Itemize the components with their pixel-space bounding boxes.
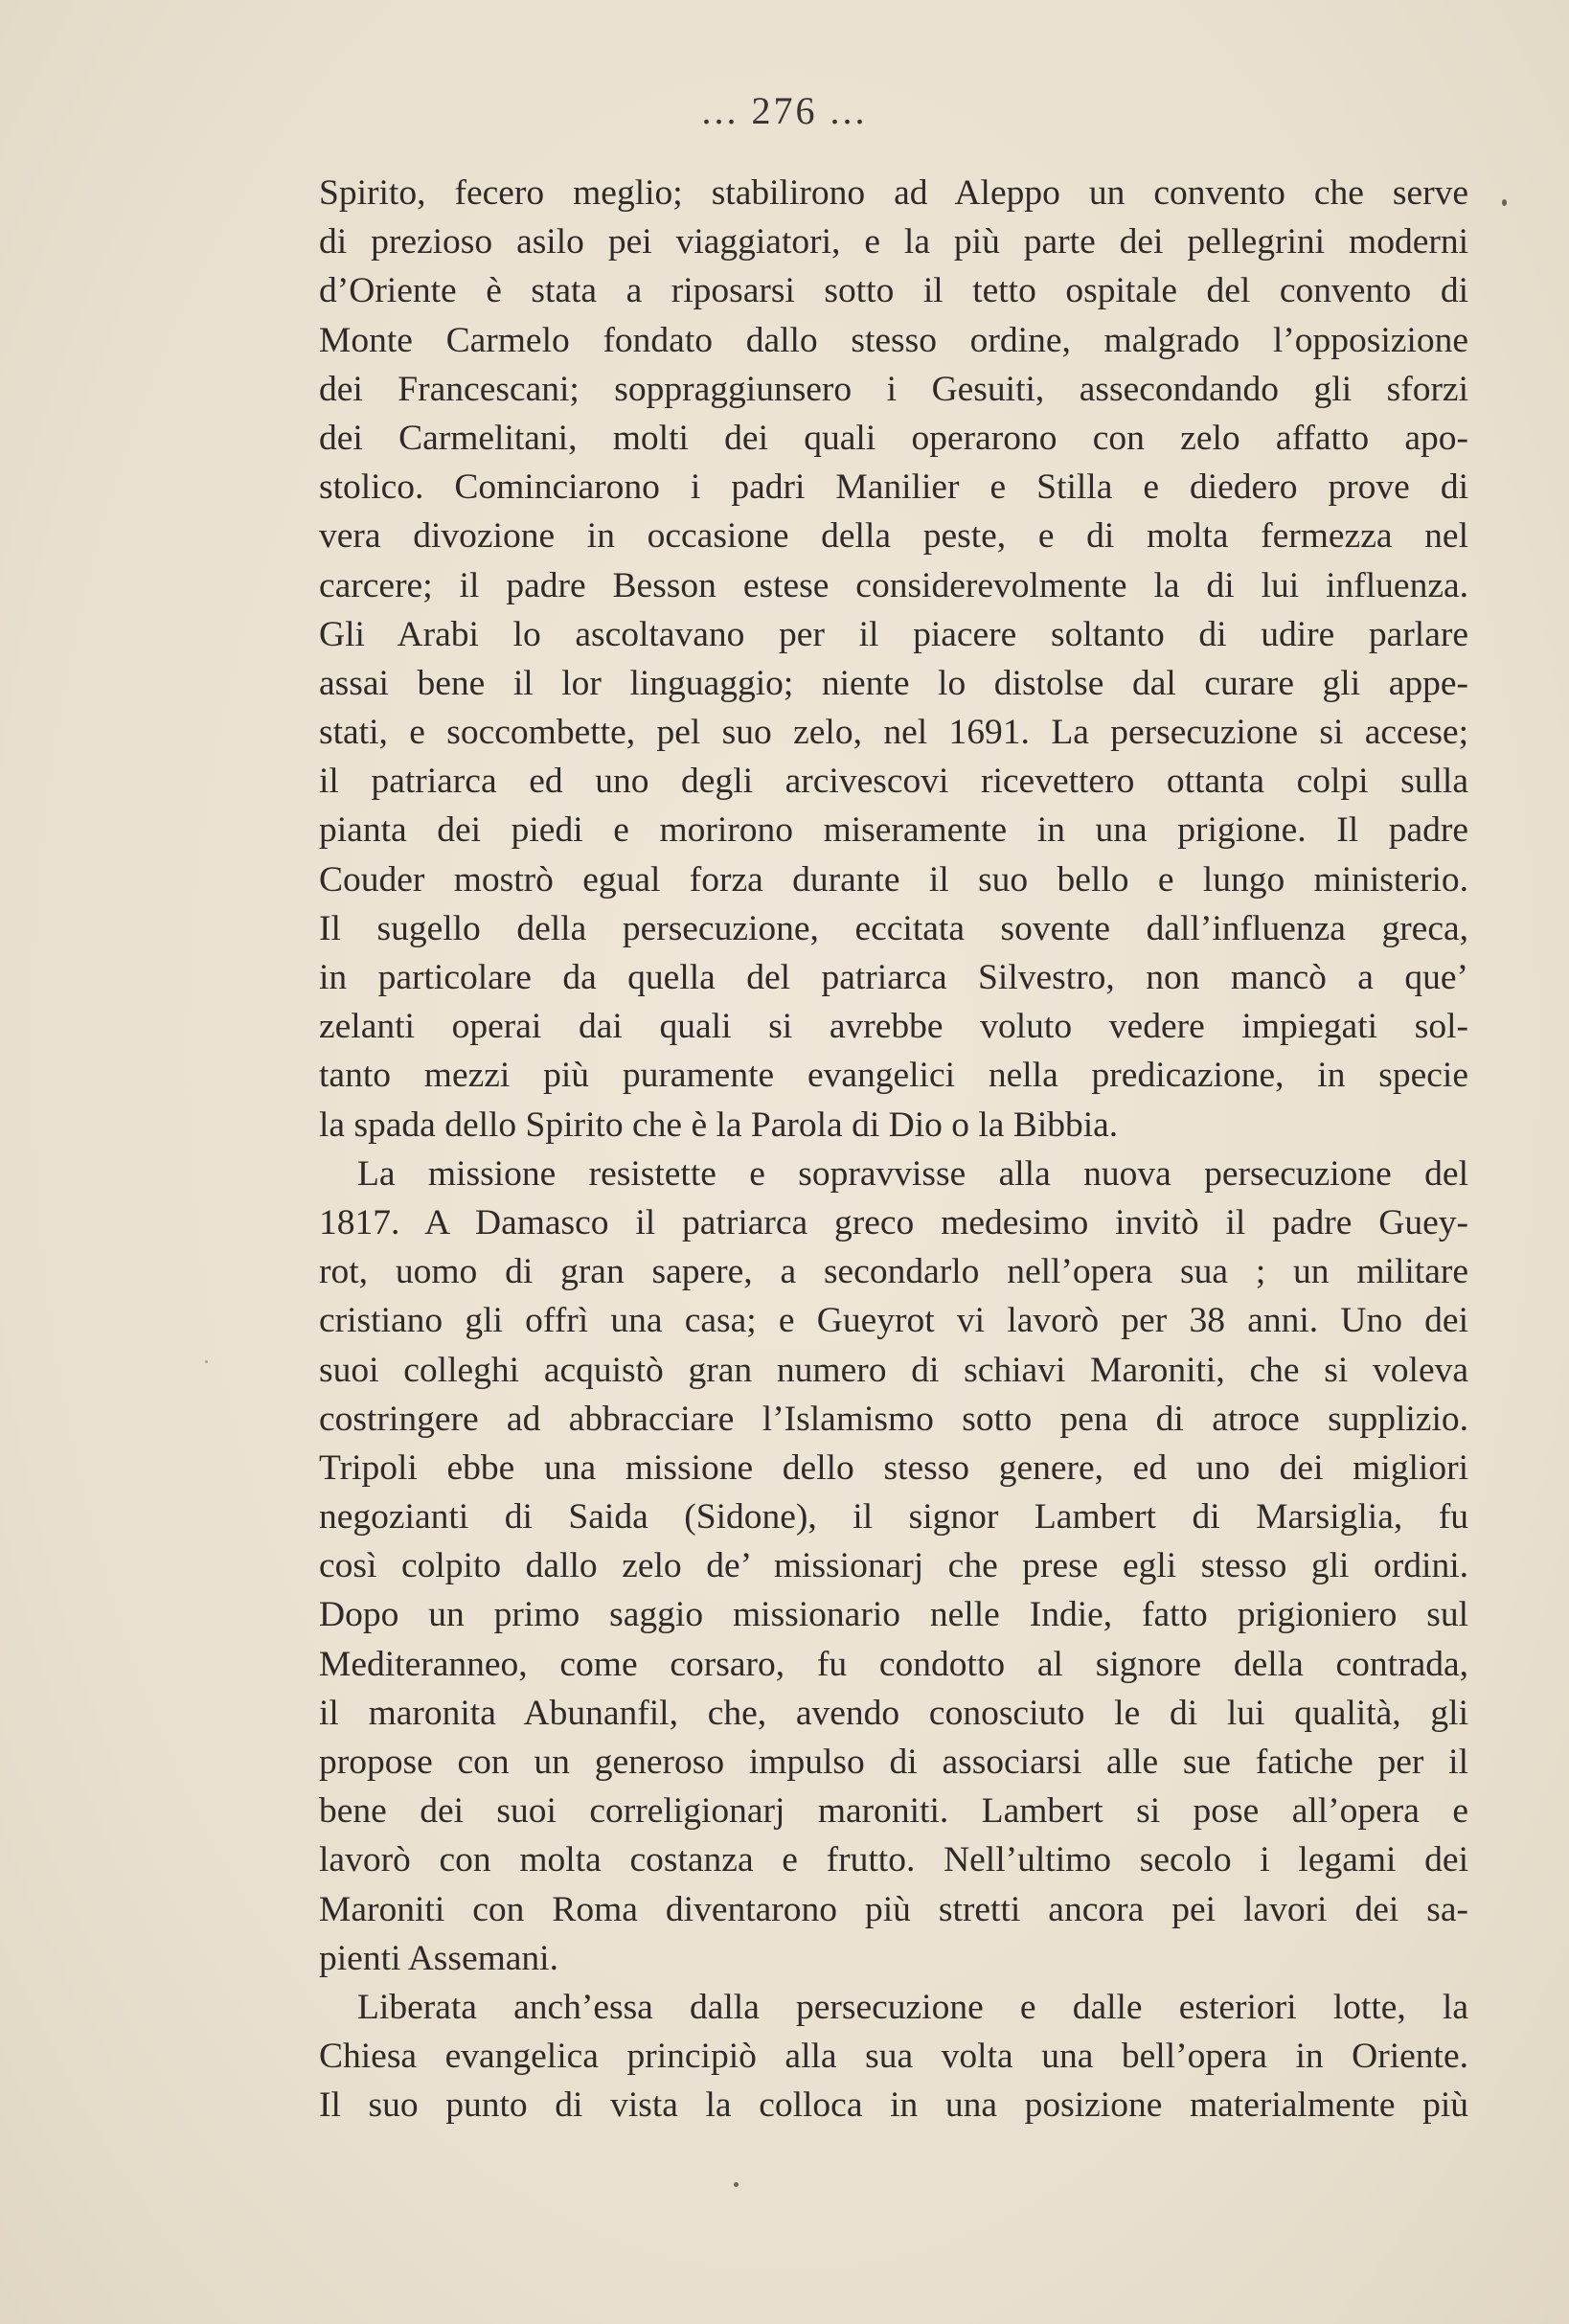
text-line: Spirito, fecero meglio; stabilirono ad Aleppo un convento che serve — [319, 173, 1468, 213]
text-line: La missione resistette e sopravvisse alla nuova persecuzione del — [357, 1153, 1468, 1194]
text-line: Monte Carmelo fondato dallo stesso ordine, malgrado l’opposizione — [319, 320, 1468, 360]
text-line: il patriarca ed uno degli arcivescovi ricevettero ottanta colpi sulla — [319, 762, 1468, 802]
text-line: la spada dello Spirito che è la Parola di Dio o la Bibbia. — [319, 1105, 1119, 1145]
text-line: Couder mostrò egual forza durante il suo bello e lungo ministerio. — [319, 859, 1468, 900]
text-line: Il sugello della persecuzione, eccitata sovente dall’influenza greca, — [319, 908, 1468, 948]
text-line: rot, uomo di gran sapere, a secondarlo nell’opera sua ; un militare — [319, 1252, 1468, 1292]
text-line: Tripoli ebbe una missione dello stesso genere, ed uno dei migliori — [319, 1447, 1468, 1488]
text-line: il maronita Abunanfil, che, avendo conosciuto le di lui qualità, gli — [319, 1693, 1468, 1733]
text-line: 1817. A Damasco il patriarca greco medesimo invitò il padre Guey- — [319, 1202, 1468, 1242]
text-line: propose con un generoso impulso di associarsi alle sue fatiche per il — [319, 1743, 1468, 1782]
text-line: stati, e soccombette, pel suo zelo, nel 1691. La persecuzione si accese; — [319, 713, 1468, 753]
text-line: carcere; il padre Besson estese considerevolmente la di lui influenza. — [319, 565, 1468, 605]
text-line: Gli Arabi lo ascoltavano per il piacere soltanto di udire parlare — [319, 614, 1468, 654]
text-line: così colpito dallo zelo de’ missionarj che prese egli stesso gli ordini. — [319, 1546, 1468, 1586]
text-line: Dopo un primo saggio missionario nelle Indie, fatto prigioniero sul — [319, 1595, 1468, 1635]
text-line: Liberata anch’essa dalla persecuzione e dalle esteriori lotte, la — [357, 1987, 1468, 2027]
text-line: Il suo punto di vista la colloca in una posizione materialmente più — [319, 2085, 1468, 2126]
text-line: costringere ad abbracciare l’Islamismo sotto pena di atroce supplizio. — [319, 1399, 1468, 1439]
text-line: dei Carmelitani, molti dei quali operarono con zelo affatto apo- — [319, 418, 1468, 458]
text-line: pienti Assemani. — [319, 1938, 558, 1978]
text-line: assai bene il lor linguaggio; niente lo distolse dal curare gli appe- — [319, 663, 1468, 703]
paper-speck — [205, 1360, 208, 1363]
body-text — [319, 169, 1468, 2130]
text-line: suoi colleghi acquistò gran numero di schiavi Maroniti, che si voleva — [319, 1350, 1468, 1390]
text-line: tanto mezzi più puramente evangelici nella predicazione, in specie — [319, 1056, 1468, 1096]
text-line: cristiano gli offrì una casa; e Gueyrot vi lavorò per 38 anni. Uno dei — [319, 1301, 1468, 1341]
text-line: bene dei suoi correligionarj maroniti. Lambert si pose all’opera e — [319, 1791, 1468, 1832]
text-line: stolico. Cominciarono i padri Manilier e Stilla e diedero prove di — [319, 467, 1468, 508]
text-line: in particolare da quella del patriarca Silvestro, non mancò a que’ — [319, 958, 1468, 997]
text-line: zelanti operai dai quali si avrebbe voluto vedere impiegati sol- — [319, 1007, 1468, 1047]
page-number: ... 276 ... — [701, 89, 868, 132]
text-line: di prezioso asilo pei viaggiatori, e la più parte dei pellegrini moderni — [319, 222, 1468, 262]
text-line: dei Francescani; soppraggiunsero i Gesuiti, assecondando gli sforzi — [319, 369, 1468, 409]
text-line: pianta dei piedi e morirono miseramente in una prigione. Il padre — [319, 810, 1468, 851]
paper-speck — [1502, 199, 1507, 206]
paragraph-1 — [319, 169, 1468, 1150]
paragraph-3 — [319, 1983, 1468, 2130]
text-line: negozianti di Saida (Sidone), il signor Lambert di Marsiglia, fu — [319, 1497, 1468, 1538]
text-line: lavorò con molta costanza e frutto. Nell’ultimo secolo i legami dei — [319, 1840, 1468, 1880]
text-line: d’Oriente è stata a riposarsi sotto il tetto ospitale del convento di — [319, 271, 1468, 311]
paragraph-2 — [319, 1150, 1468, 1983]
text-line: Maroniti con Roma diventarono più stretti ancora pei lavori dei sa- — [319, 1889, 1468, 1929]
text-line: vera divozione in occasione della peste, e di molta fermezza nel — [319, 516, 1468, 557]
text-line: Chiesa evangelica principiò alla sua volta una bell’opera in Oriente. — [319, 2037, 1468, 2077]
text-line: Mediteranneo, come corsaro, fu condotto al signore della contrada, — [319, 1644, 1468, 1684]
paper-speck — [734, 2182, 739, 2187]
